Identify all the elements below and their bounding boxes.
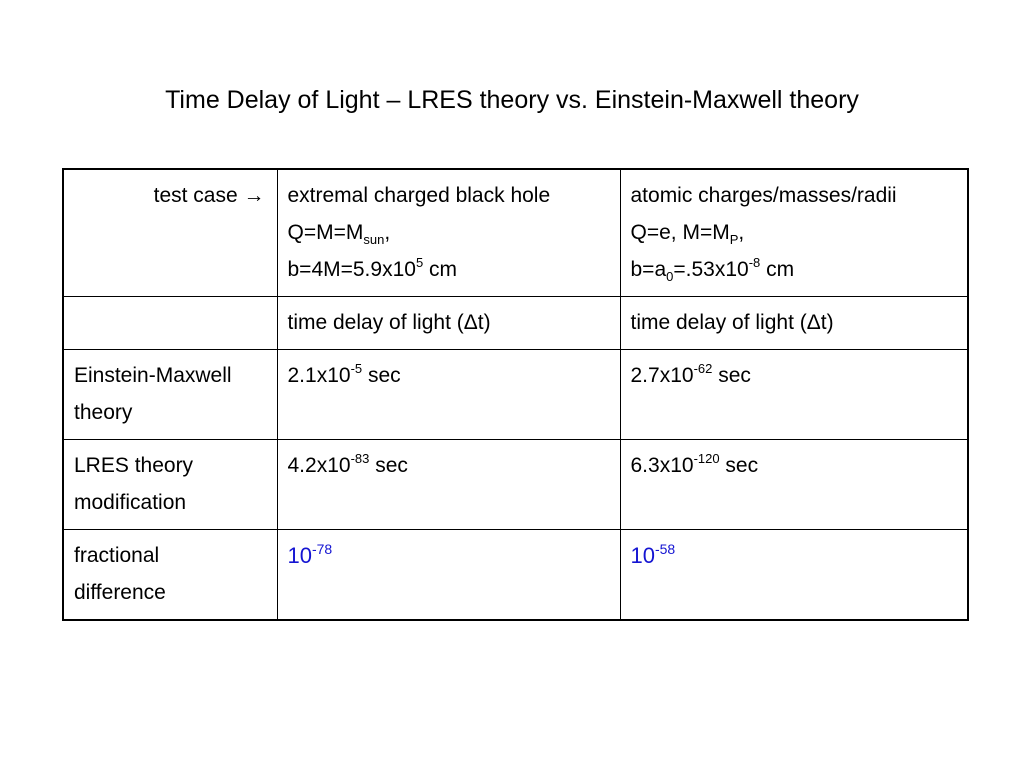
table-row — [63, 530, 968, 621]
quantity-row — [63, 297, 968, 350]
table-header-row — [63, 169, 968, 297]
quantity-case1-cell: time delay of light (Δt) — [277, 297, 620, 350]
fractional-difference-case1: $10^{-78}$ — [287, 541, 333, 568]
row-label-cell: fractional difference — [63, 530, 277, 621]
row-label-cell: LRES theory modification — [63, 440, 277, 530]
quantity-case2-cell: time delay of light (Δt) — [620, 297, 968, 350]
table-row — [63, 440, 968, 530]
row-label-cell: Einstein-Maxwell theory — [63, 350, 277, 440]
case1-charge-mass: $Q=M=M_{sun}$, — [287, 221, 391, 247]
row-value-case2: $2.7x10^{-62}$ sec — [620, 350, 968, 440]
fractional-difference-case2: $10^{-58}$ — [630, 541, 676, 568]
case1-impact-parameter: $b=4M=5.9x10^5$ cm — [287, 255, 457, 281]
row-value-case2 — [620, 530, 968, 621]
header-case2-cell — [620, 169, 968, 297]
case2-charge-mass: Q=e, $M=M_P$, — [630, 221, 745, 247]
row-value-case2: $6.3x10^{-120}$ sec — [620, 440, 968, 530]
case2-name: atomic charges/masses/radii — [630, 184, 897, 207]
header-case1-cell — [277, 169, 620, 297]
slide-title: Time Delay of Light – LRES theory vs. Einstein-Maxwell theory — [165, 86, 859, 114]
case1-name: extremal charged black hole — [287, 184, 551, 207]
comparison-table — [62, 168, 969, 621]
row-value-case1 — [277, 530, 620, 621]
quantity-label-cell — [63, 297, 277, 350]
row-value-case1: $2.1x10^{-5}$ sec — [277, 350, 620, 440]
header-label-cell — [63, 169, 277, 297]
case2-impact-parameter: $b=a_0=.53x10^{-8}$ cm — [630, 255, 795, 284]
row-value-case1: $4.2x10^{-83}$ sec — [277, 440, 620, 530]
table-row — [63, 350, 968, 440]
header-label: test case → — [153, 184, 265, 207]
